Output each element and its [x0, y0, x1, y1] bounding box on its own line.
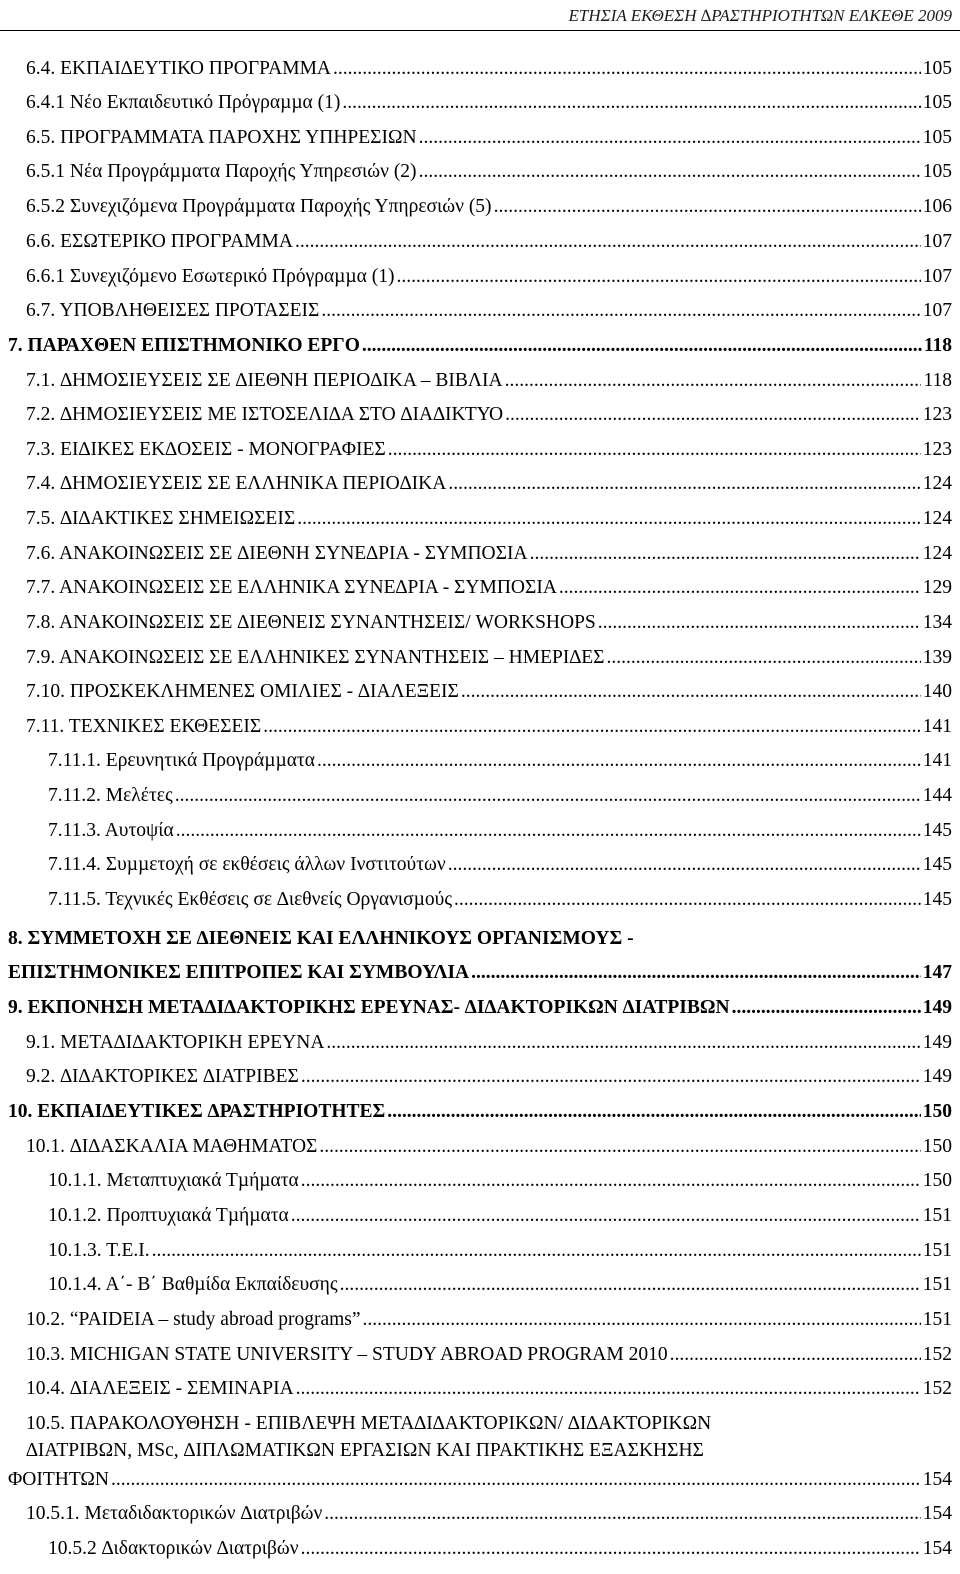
toc-entry[interactable]: [48, 1166, 952, 1196]
toc-leader-dots: [263, 712, 921, 742]
toc-entry[interactable]: [26, 1499, 952, 1529]
toc-leader-dots: [419, 123, 921, 153]
toc-entry[interactable]: [26, 1028, 952, 1058]
toc-entry-page: 129: [922, 577, 952, 598]
toc-leader-dots: [152, 1236, 921, 1266]
toc-entry-page: 123: [922, 439, 952, 460]
toc-entry-page: 105: [922, 161, 952, 182]
toc-entry-label: 10.1. ∆Ι∆ΑΣΚΑΛΙΑ ΜΑΘΗΜΑΤΟΣ: [26, 1136, 318, 1157]
toc-entry-page: 144: [922, 785, 952, 806]
toc-entry-label: 7.11.1. Ερευνητικά Προγράµµατα: [48, 750, 315, 771]
toc-leader-dots: [559, 573, 921, 603]
running-header: ΕΤΗΣΙΑ ΕΚΘΕΣΗ ∆ΡΑΣΤΗΡΙΟΤΗΤΩΝ ΕΛΚΕΘΕ 2009: [568, 6, 952, 25]
toc-entry-label: 10.1.1. Μεταπτυχιακά Τµήµατα: [48, 1170, 299, 1191]
toc-leader-dots: [321, 296, 920, 326]
toc-entry-label: ∆ΙΑΤΡΙΒΩΝ, MSc, ∆ΙΠΛΩΜΑΤΙΚΩΝ ΕΡΓΑΣΙΩΝ ΚΑΙ ΠΡΑΚΤΙΚΗΣ ΕΞΑΣΚΗΣΗΣ: [26, 1440, 704, 1461]
toc-entry[interactable]: [26, 227, 952, 257]
toc-entry[interactable]: [26, 435, 952, 465]
toc-leader-dots: [732, 993, 921, 1023]
toc-entry-page: 124: [922, 543, 952, 564]
toc-entry-label: 7.11.3. Αυτοψία: [48, 820, 174, 841]
toc-entry[interactable]: [26, 1436, 952, 1466]
toc-entry-page: 150: [922, 1170, 952, 1191]
toc-leader-dots: [607, 643, 921, 673]
toc-entry-label: ΦΟΙΤΗΤΩΝ: [8, 1469, 109, 1490]
toc-leader-dots: [471, 958, 921, 988]
toc-entry-label: 10. ΕΚΠΑΙ∆ΕΥΤΙΚΕΣ ∆ΡΑΣΤΗΡΙΟΤΗΤΕΣ: [8, 1101, 386, 1122]
toc-entry-page: 154: [922, 1469, 952, 1490]
toc-entry[interactable]: [48, 1201, 952, 1231]
toc-entry-label: 7.3. ΕΙ∆ΙΚΕΣ ΕΚ∆ΟΣΕΙΣ - ΜΟΝΟΓΡΑΦΙΕΣ: [26, 439, 386, 460]
toc-leader-dots: [342, 88, 920, 118]
toc-entry-label: 7.7. ΑΝΑΚΟΙΝΩΣΕΙΣ ΣΕ ΕΛΛΗΝΙΚΑ ΣΥΝΕ∆ΡΙΑ - ΣΥΜΠΟΣΙΑ: [26, 577, 557, 598]
toc-entry-page: 151: [922, 1240, 952, 1261]
toc-entry-label: 7.10. ΠΡΟΣΚΕΚΛΗΜΕΝΕΣ ΟΜΙΛΙΕΣ - ∆ΙΑΛΕΞΕΙΣ: [26, 681, 459, 702]
toc-entry-page: 152: [922, 1344, 952, 1365]
toc-leader-dots: [388, 435, 921, 465]
toc-entry[interactable]: [26, 157, 952, 187]
toc-leader-dots: [505, 400, 921, 430]
toc-entry-page: 134: [922, 612, 952, 633]
toc-entry-page: 105: [922, 92, 952, 113]
toc-entry[interactable]: [26, 296, 952, 326]
toc-entry-page: 149: [922, 1066, 952, 1087]
toc-entry-page: 145: [922, 889, 952, 910]
toc-leader-dots: [317, 746, 921, 776]
toc-entry-page: 151: [922, 1205, 952, 1226]
toc-entry-label: 7.11.2. Μελέτες: [48, 785, 173, 806]
toc-entry[interactable]: [48, 1534, 952, 1564]
toc-entry-page: 139: [922, 647, 952, 668]
toc-entry[interactable]: [48, 1270, 952, 1300]
toc-entry[interactable]: [48, 746, 952, 776]
toc-entry-label: 10.3. MICHIGAN STATE UNIVERSITY – STUDY ABROAD PROGRAM 2010: [26, 1344, 668, 1365]
toc-entry-page: 150: [922, 1101, 952, 1122]
toc-entry-label: 6.5.1 Νέα Προγράµµατα Παροχής Υπηρεσιών (2): [26, 161, 417, 182]
toc-leader-dots: [448, 850, 921, 880]
toc-entry[interactable]: [26, 677, 952, 707]
toc-entry-label: 10.4. ∆ΙΑΛΕΞΕΙΣ - ΣΕΜΙΝΑΡΙΑ: [26, 1378, 294, 1399]
toc-entry-label: 9.1. ΜΕΤΑ∆Ι∆ΑΚΤΟΡΙΚΗ ΕΡΕΥΝΑ: [26, 1032, 325, 1053]
toc-entry-label: ΕΠΙΣΤΗΜΟΝΙΚΕΣ ΕΠΙΤΡΟΠΕΣ ΚΑΙ ΣΥΜΒΟΥΛΙΑ: [8, 962, 470, 983]
toc-entry[interactable]: [8, 958, 952, 988]
toc-entry[interactable]: [48, 1236, 952, 1266]
toc-leader-dots: [362, 331, 922, 361]
toc-entry[interactable]: [48, 885, 952, 915]
toc-entry-page: 145: [922, 820, 952, 841]
toc-leader-dots: [494, 192, 921, 222]
toc-entry-label: 6.7. ΥΠΟΒΛΗΘΕΙΣΕΣ ΠΡΟΤΑΣΕΙΣ: [26, 300, 320, 321]
toc-leader-dots: [324, 1499, 920, 1529]
toc-entry-label: 10.5.2 ∆ιδακτορικών ∆ιατριβών: [48, 1538, 299, 1559]
toc-entry-label: 7.8. ΑΝΑΚΟΙΝΩΣΕΙΣ ΣΕ ∆ΙΕΘΝΕΙΣ ΣΥΝΑΝΤΗΣΕΙΣ/ WORKSHOPS: [26, 612, 596, 633]
toc-leader-dots: [291, 1201, 921, 1231]
toc-leader-dots: [301, 1062, 921, 1092]
toc-leader-dots: [333, 54, 921, 84]
toc-entry-label: 10.1.4. Α΄- Β΄ Βαθµίδα Εκπαίδευσης: [48, 1274, 338, 1295]
header-rule: [0, 30, 960, 31]
toc-entry-page: 107: [922, 300, 952, 321]
toc-entry-page: 107: [922, 266, 952, 287]
toc-entry-page: 107: [922, 231, 952, 252]
toc-leader-dots: [295, 227, 921, 257]
toc-entry-page: 149: [922, 1032, 952, 1053]
toc-entry-page: 151: [922, 1309, 952, 1330]
toc-leader-dots: [296, 1374, 921, 1404]
toc-leader-dots: [454, 885, 921, 915]
toc-entry-page: 145: [922, 854, 952, 875]
toc-entry[interactable]: [26, 1340, 952, 1370]
toc-entry[interactable]: [26, 573, 952, 603]
toc-leader-dots: [461, 677, 921, 707]
toc-entry[interactable]: [26, 54, 952, 84]
toc-entry-page: 105: [922, 58, 952, 79]
toc-entry[interactable]: [26, 1409, 952, 1439]
toc-entry-label: 7.1. ∆ΗΜΟΣΙΕΥΣΕΙΣ ΣΕ ∆ΙΕΘΝΗ ΠΕΡΙΟ∆ΙΚΑ – ΒΙΒΛΙΑ: [26, 370, 503, 391]
toc-entry-label: 9.2. ∆Ι∆ΑΚΤΟΡΙΚΕΣ ∆ΙΑΤΡΙΒΕΣ: [26, 1066, 299, 1087]
toc-entry[interactable]: [26, 366, 952, 396]
toc-entry[interactable]: [26, 504, 952, 534]
toc-leader-dots: [301, 1166, 921, 1196]
toc-entry-page: 118: [923, 370, 952, 391]
toc-leader-dots: [326, 1028, 920, 1058]
toc-entry[interactable]: [48, 816, 952, 846]
toc-entry-page: 123: [922, 404, 952, 425]
toc-entry[interactable]: [8, 1465, 952, 1495]
toc-entry[interactable]: [8, 1097, 952, 1127]
toc-leader-dots: [297, 504, 921, 534]
toc-entry[interactable]: [26, 1132, 952, 1162]
toc-entry-label: 6.6.1 Συνεχιζόµενο Εσωτερικό Πρόγραµµα (1): [26, 266, 395, 287]
toc-leader-dots: [530, 539, 921, 569]
toc-entry-page: 150: [922, 1136, 952, 1157]
toc-entry-page: 149: [922, 997, 952, 1018]
toc-entry-page: 152: [922, 1378, 952, 1399]
toc-entry-label: 10.1.3. Τ.Ε.Ι.: [48, 1240, 150, 1261]
toc-entry[interactable]: [26, 1062, 952, 1092]
toc-leader-dots: [319, 1132, 920, 1162]
toc-entry[interactable]: [26, 539, 952, 569]
toc-entry-page: 118: [923, 335, 952, 356]
toc-entry[interactable]: [8, 993, 952, 1023]
toc-entry-label: 9. ΕΚΠΟΝΗΣΗ ΜΕΤΑ∆Ι∆ΑΚΤΟΡΙΚΗΣ ΕΡΕΥΝΑΣ- ∆Ι∆ΑΚΤΟΡΙΚΩΝ ∆ΙΑΤΡΙΒΩΝ: [8, 997, 730, 1018]
toc-entry-label: 7.11.4. Συµµετοχή σε εκθέσεις άλλων Ινστιτούτων: [48, 854, 446, 875]
toc-entry[interactable]: [26, 469, 952, 499]
toc-leader-dots: [670, 1340, 921, 1370]
toc-leader-dots: [175, 781, 921, 811]
toc-entry[interactable]: [26, 123, 952, 153]
toc-entry-page: 151: [922, 1274, 952, 1295]
toc-entry-page: 124: [922, 508, 952, 529]
toc-entry[interactable]: [48, 850, 952, 880]
toc-entry[interactable]: [8, 924, 952, 954]
toc-leader-dots: [419, 157, 921, 187]
toc-entry-label: 6.6. ΕΣΩΤΕΡΙΚΟ ΠΡΟΓΡΑΜΜΑ: [26, 231, 293, 252]
toc-entry-label: 7.5. ∆Ι∆ΑΚΤΙΚΕΣ ΣΗΜΕΙΩΣΕΙΣ: [26, 508, 296, 529]
toc-entry-label: 7.11. ΤΕΧΝΙΚΕΣ ΕΚΘΕΣΕΙΣ: [26, 716, 262, 737]
toc-entry-label: 6.4. ΕΚΠΑΙ∆ΕΥΤΙΚΟ ΠΡΟΓΡΑΜΜΑ: [26, 58, 332, 79]
toc-entry-page: 105: [922, 127, 952, 148]
toc-entry-label: 10.1.2. Προπτυχιακά Τµήµατα: [48, 1205, 289, 1226]
toc-leader-dots: [301, 1534, 921, 1564]
toc-leader-dots: [598, 608, 921, 638]
toc-entry[interactable]: [26, 608, 952, 638]
toc-entry[interactable]: [48, 781, 952, 811]
toc-entry[interactable]: [26, 1374, 952, 1404]
toc-leader-dots: [111, 1465, 921, 1495]
toc-entry-label: 10.2. “PAIDEIA – study abroad programs”: [26, 1309, 361, 1330]
toc-entry[interactable]: [26, 400, 952, 430]
toc-entry-page: 154: [922, 1503, 952, 1524]
toc-entry-label: 10.5.1. Μεταδιδακτορικών ∆ιατριβών: [26, 1503, 323, 1524]
toc-entry-page: 147: [922, 962, 952, 983]
toc-entry-label: 10.5. ΠΑΡΑΚΟΛΟΥΘΗΣΗ - ΕΠΙΒΛΕΨΗ ΜΕΤΑ∆Ι∆ΑΚΤΟΡΙΚΩΝ/ ∆Ι∆ΑΚΤΟΡΙΚΩΝ: [26, 1413, 712, 1434]
toc-entry-label: 7.2. ∆ΗΜΟΣΙΕΥΣΕΙΣ ΜΕ ΙΣΤΟΣΕΛΙ∆Α ΣΤΟ ∆ΙΑ∆ΙΚΤΥΟ: [26, 404, 504, 425]
toc-entry-label: 6.5.2 Συνεχιζόµενα Προγράµµατα Παροχής Υπηρεσιών (5): [26, 196, 492, 217]
toc-leader-dots: [396, 262, 920, 292]
toc-entry-page: 140: [922, 681, 952, 702]
toc-entry-label: 7. ΠΑΡΑΧΘΕΝ ΕΠΙΣΤΗΜΟΝΙΚΟ ΕΡΓΟ: [8, 335, 360, 356]
toc-entry-label: 6.5. ΠΡΟΓΡΑΜΜΑΤΑ ΠΑΡΟΧΗΣ ΥΠΗΡΕΣΙΩΝ: [26, 127, 417, 148]
toc-entry[interactable]: [26, 712, 952, 742]
toc-entry[interactable]: [26, 192, 952, 222]
toc-entry-label: 6.4.1 Νέο Εκπαιδευτικό Πρόγραµµα (1): [26, 92, 341, 113]
toc-entry-label: 7.9. ΑΝΑΚΟΙΝΩΣΕΙΣ ΣΕ ΕΛΛΗΝΙΚΕΣ ΣΥΝΑΝΤΗΣΕΙΣ – ΗΜΕΡΙ∆ΕΣ: [26, 647, 605, 668]
toc-entry[interactable]: [26, 262, 952, 292]
toc-leader-dots: [387, 1097, 920, 1127]
toc-entry[interactable]: [8, 331, 952, 361]
toc-entry-page: 141: [922, 750, 952, 771]
toc-leader-dots: [340, 1270, 921, 1300]
toc-leader-dots: [448, 469, 920, 499]
toc-entry-label: 8. ΣΥΜΜΕΤΟΧΗ ΣΕ ∆ΙΕΘΝΕΙΣ ΚΑΙ ΕΛΛΗΝΙΚΟΥΣ ΟΡΓΑΝΙΣΜΟΥΣ -: [8, 928, 634, 949]
toc-entry-page: 106: [922, 196, 952, 217]
toc-entry[interactable]: [26, 643, 952, 673]
toc-leader-dots: [176, 816, 921, 846]
toc-entry[interactable]: [26, 88, 952, 118]
toc-entry-page: 154: [922, 1538, 952, 1559]
toc-entry-label: 7.4. ∆ΗΜΟΣΙΕΥΣΕΙΣ ΣΕ ΕΛΛΗΝΙΚΑ ΠΕΡΙΟ∆ΙΚΑ: [26, 473, 447, 494]
toc-entry-page: 141: [922, 716, 952, 737]
toc-leader-dots: [505, 366, 922, 396]
toc-entry-label: 7.11.5. Τεχνικές Εκθέσεις σε ∆ιεθνείς Οργανισµούς: [48, 889, 453, 910]
toc-entry-page: 124: [922, 473, 952, 494]
toc-entry[interactable]: [26, 1305, 952, 1335]
toc-entry-label: 7.6. ΑΝΑΚΟΙΝΩΣΕΙΣ ΣΕ ∆ΙΕΘΝΗ ΣΥΝΕ∆ΡΙΑ - ΣΥΜΠΟΣΙΑ: [26, 543, 528, 564]
toc-leader-dots: [363, 1305, 921, 1335]
